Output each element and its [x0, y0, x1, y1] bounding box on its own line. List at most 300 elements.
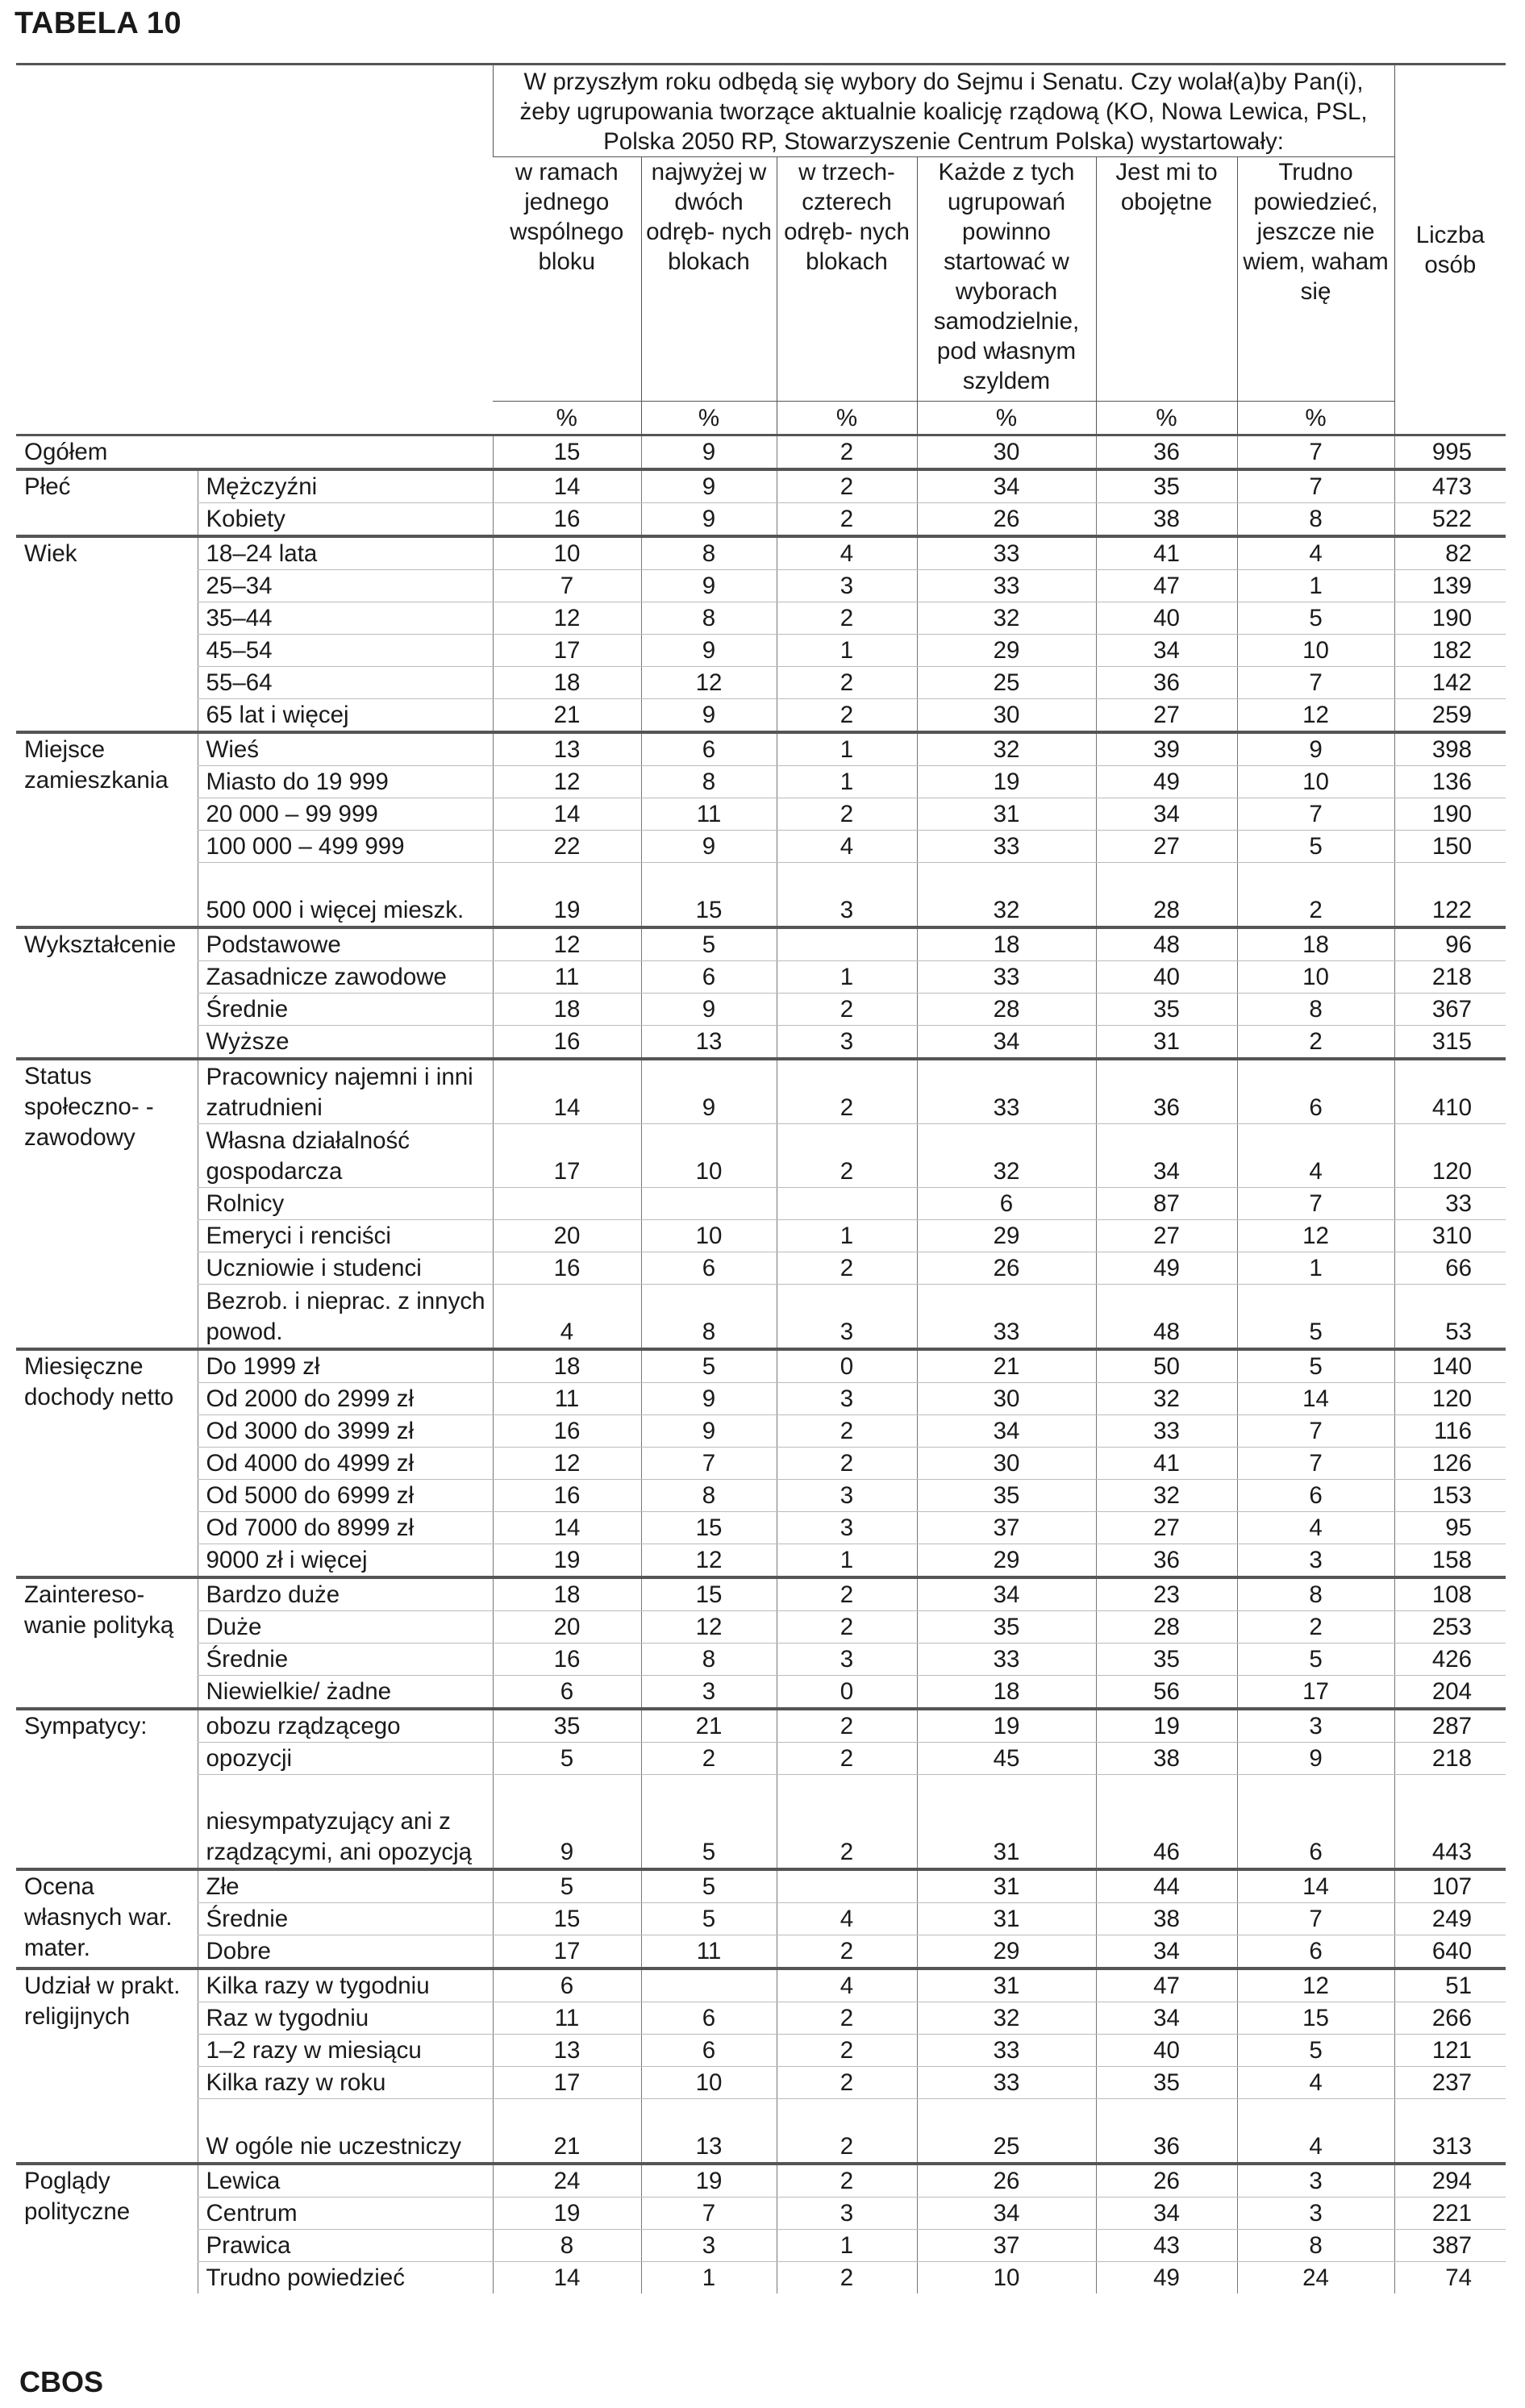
table-row	[16, 2229, 1506, 2261]
value-cell: 20	[493, 1220, 641, 1252]
table-row	[16, 1124, 1506, 1188]
table-row	[16, 1968, 1506, 2002]
value-cell: 47	[1096, 570, 1237, 602]
category-label: Mężczyźni	[198, 469, 493, 503]
value-cell: 35	[1096, 994, 1237, 1026]
category-label: Duże	[198, 1611, 493, 1644]
value-cell: 33	[917, 961, 1096, 994]
group-label: Sympatycy:	[16, 1709, 198, 1869]
value-cell: 21	[493, 2098, 641, 2164]
value-cell: 9	[641, 831, 777, 863]
value-cell: 11	[493, 1383, 641, 1415]
count-cell: 122	[1394, 863, 1506, 928]
value-cell: 9	[641, 699, 777, 733]
value-cell: 17	[1237, 1676, 1394, 1710]
group-label: Wykształcenie	[16, 927, 198, 1059]
category-label: 9000 zł i więcej	[198, 1544, 493, 1578]
table-row	[16, 927, 1506, 961]
value-cell: 9	[641, 635, 777, 667]
value-cell: 2	[777, 1775, 917, 1869]
count-cell: 158	[1394, 1544, 1506, 1578]
count-cell: 218	[1394, 961, 1506, 994]
table-row	[16, 602, 1506, 635]
category-label: Raz w tygodniu	[198, 2002, 493, 2034]
value-cell: 7	[1237, 1448, 1394, 1480]
value-cell: 16	[493, 1252, 641, 1285]
value-cell	[493, 1188, 641, 1220]
value-cell: 3	[777, 570, 917, 602]
table-row-total	[16, 435, 1506, 470]
value-cell: 33	[917, 2066, 1096, 2098]
value-cell: 2	[777, 1059, 917, 1124]
table-row	[16, 863, 1506, 928]
category-label: niesympatyzujący ani z rządzącymi, ani opozycją	[198, 1775, 493, 1869]
category-label: 35–44	[198, 602, 493, 635]
count-cell: 204	[1394, 1676, 1506, 1710]
value-cell: 2	[777, 1415, 917, 1448]
value-cell: 10	[641, 2066, 777, 2098]
category-label: Własna działalność gospodarcza	[198, 1124, 493, 1188]
count-cell: 95	[1394, 1512, 1506, 1544]
value-cell: 1	[777, 1220, 917, 1252]
table-row	[16, 961, 1506, 994]
value-cell: 2	[777, 1935, 917, 1968]
value-cell: 13	[641, 1026, 777, 1060]
group-label: Udział w prakt. religijnych	[16, 1968, 198, 2164]
table-row	[16, 2197, 1506, 2229]
value-cell: 5	[1237, 2034, 1394, 2066]
value-cell: 3	[641, 2229, 777, 2261]
group-label: Miesięczne dochody netto	[16, 1349, 198, 1577]
table-row	[16, 536, 1506, 570]
value-cell: 8	[641, 1644, 777, 1676]
value-cell: 9	[641, 994, 777, 1026]
value-cell: 9	[641, 570, 777, 602]
count-cell: 126	[1394, 1448, 1506, 1480]
value-cell: 38	[1096, 1743, 1237, 1775]
value-cell: 27	[1096, 1220, 1237, 1252]
count-cell: 237	[1394, 2066, 1506, 2098]
value-cell: 10	[1237, 766, 1394, 798]
total-label: Ogółem	[16, 435, 493, 470]
source-logo: CBOS	[19, 2365, 104, 2398]
table-row	[16, 1935, 1506, 1968]
value-cell: 35	[917, 1611, 1096, 1644]
value-cell: 6	[1237, 1935, 1394, 1968]
value-cell: 34	[917, 1026, 1096, 1060]
value-cell: 26	[917, 503, 1096, 537]
value-cell: 4	[777, 1968, 917, 2002]
value-cell: 9	[641, 1383, 777, 1415]
value-cell: 5	[1237, 831, 1394, 863]
value-cell: 29	[917, 1544, 1096, 1578]
value-cell: 2	[777, 1252, 917, 1285]
value-cell: 28	[1096, 1611, 1237, 1644]
value-cell: 7	[1237, 667, 1394, 699]
value-cell: 18	[1237, 927, 1394, 961]
value-cell: 12	[493, 927, 641, 961]
value-cell: 2	[777, 602, 917, 635]
value-cell: 11	[641, 798, 777, 831]
value-cell: 30	[917, 699, 1096, 733]
value-cell: 2	[777, 1124, 917, 1188]
value-cell: 3	[1237, 1544, 1394, 1578]
value-cell: 17	[493, 1124, 641, 1188]
value-cell: 45	[917, 1743, 1096, 1775]
category-label: Uczniowie i studenci	[198, 1252, 493, 1285]
value-cell: 21	[917, 1349, 1096, 1383]
value-cell: 1	[777, 1544, 917, 1578]
value-cell: 5	[641, 927, 777, 961]
table-row	[16, 1775, 1506, 1869]
value-cell: 0	[777, 1349, 917, 1383]
value-cell: 5	[641, 1349, 777, 1383]
percent-unit-label: %	[1096, 402, 1237, 435]
value-cell: 18	[493, 994, 641, 1026]
count-cell: 640	[1394, 1935, 1506, 1968]
value-cell: 18	[493, 1349, 641, 1383]
value-cell: 8	[641, 766, 777, 798]
value-cell: 8	[641, 602, 777, 635]
data-table	[16, 63, 1506, 2293]
category-label: Od 2000 do 2999 zł	[198, 1383, 493, 1415]
value-cell: 12	[1237, 1968, 1394, 2002]
value-cell: 34	[1096, 2197, 1237, 2229]
value-cell: 13	[493, 2034, 641, 2066]
value-cell: 2	[777, 2002, 917, 2034]
value-cell: 27	[1096, 699, 1237, 733]
category-label: Podstawowe	[198, 927, 493, 961]
value-cell: 8	[1237, 503, 1394, 537]
value-cell: 39	[1096, 732, 1237, 766]
value-cell: 12	[493, 1448, 641, 1480]
value-cell: 26	[917, 2164, 1096, 2198]
value-cell: 3	[777, 1512, 917, 1544]
category-label: W ogóle nie uczestniczy	[198, 2098, 493, 2164]
category-label: Zasadnicze zawodowe	[198, 961, 493, 994]
value-cell: 14	[493, 2261, 641, 2293]
value-cell: 12	[641, 1544, 777, 1578]
value-cell: 2	[1237, 863, 1394, 928]
category-label: Kobiety	[198, 503, 493, 537]
table-row	[16, 2164, 1506, 2198]
table-row	[16, 1415, 1506, 1448]
value-cell: 56	[1096, 1676, 1237, 1710]
count-cell: 522	[1394, 503, 1506, 537]
value-cell: 19	[1096, 1709, 1237, 1743]
value-cell: 19	[641, 2164, 777, 2198]
value-cell: 6	[493, 1968, 641, 2002]
table-row	[16, 1902, 1506, 1935]
table-row	[16, 570, 1506, 602]
value-cell: 2	[1237, 1611, 1394, 1644]
value-cell: 40	[1096, 961, 1237, 994]
value-cell: 1	[777, 635, 917, 667]
table-row	[16, 1349, 1506, 1383]
value-cell: 4	[1237, 1512, 1394, 1544]
value-cell: 33	[917, 570, 1096, 602]
value-cell: 36	[1096, 667, 1237, 699]
count-cell: 190	[1394, 798, 1506, 831]
value-cell: 12	[641, 667, 777, 699]
value-cell: 7	[1237, 798, 1394, 831]
value-cell: 47	[1096, 1968, 1237, 2002]
value-cell: 1	[1237, 570, 1394, 602]
value-cell: 6	[641, 1252, 777, 1285]
table-row	[16, 469, 1506, 503]
category-label: Kilka razy w roku	[198, 2066, 493, 2098]
value-cell: 9	[641, 503, 777, 537]
category-label: Od 4000 do 4999 zł	[198, 1448, 493, 1480]
value-cell: 24	[493, 2164, 641, 2198]
category-label: Od 5000 do 6999 zł	[198, 1480, 493, 1512]
category-label: Bardzo duże	[198, 1577, 493, 1611]
value-cell: 14	[1237, 1869, 1394, 1903]
value-cell: 10	[641, 1124, 777, 1188]
category-label: Niewielkie/ żadne	[198, 1676, 493, 1710]
value-cell: 32	[917, 2002, 1096, 2034]
value-cell: 36	[1096, 1059, 1237, 1124]
category-label: 18–24 lata	[198, 536, 493, 570]
value-cell: 30	[917, 435, 1096, 470]
value-cell: 2	[777, 1611, 917, 1644]
value-cell: 5	[1237, 1644, 1394, 1676]
count-cell: 410	[1394, 1059, 1506, 1124]
value-cell: 3	[777, 1480, 917, 1512]
value-cell: 13	[493, 732, 641, 766]
value-cell: 1	[777, 961, 917, 994]
value-cell: 33	[917, 536, 1096, 570]
value-cell: 3	[777, 2197, 917, 2229]
value-cell: 2	[777, 2098, 917, 2164]
value-cell: 50	[1096, 1349, 1237, 1383]
value-cell	[777, 1188, 917, 1220]
value-cell: 27	[1096, 831, 1237, 863]
value-cell: 48	[1096, 1285, 1237, 1350]
group-label: Miejsce zamieszkania	[16, 732, 198, 927]
value-cell: 19	[493, 2197, 641, 2229]
value-cell: 8	[1237, 994, 1394, 1026]
category-label: Pracownicy najemni i inni zatrudnieni	[198, 1059, 493, 1124]
value-cell: 6	[917, 1188, 1096, 1220]
value-cell: 31	[917, 1869, 1096, 1903]
category-label: obozu rządzącego	[198, 1709, 493, 1743]
table-row	[16, 1869, 1506, 1903]
value-cell	[777, 927, 917, 961]
category-label: Od 7000 do 8999 zł	[198, 1512, 493, 1544]
value-cell: 32	[917, 602, 1096, 635]
count-cell: 310	[1394, 1220, 1506, 1252]
value-cell: 14	[1237, 1383, 1394, 1415]
value-cell: 34	[1096, 635, 1237, 667]
value-cell: 2	[777, 469, 917, 503]
value-cell: 15	[493, 1902, 641, 1935]
value-cell: 33	[917, 1285, 1096, 1350]
value-cell: 6	[641, 732, 777, 766]
table-row	[16, 766, 1506, 798]
column-header-3: w trzech- czterech odręb- nych blokach	[777, 157, 917, 402]
value-cell: 2	[777, 503, 917, 537]
value-cell: 15	[1237, 2002, 1394, 2034]
value-cell: 3	[777, 1644, 917, 1676]
value-cell: 18	[493, 667, 641, 699]
category-label: Trudno powiedzieć	[198, 2261, 493, 2293]
count-cell: 473	[1394, 469, 1506, 503]
column-header-2: najwyżej w dwóch odręb- nych blokach	[641, 157, 777, 402]
percent-unit-label: %	[641, 402, 777, 435]
count-cell: 387	[1394, 2229, 1506, 2261]
category-label: Do 1999 zł	[198, 1349, 493, 1383]
value-cell: 9	[1237, 1743, 1394, 1775]
value-cell: 49	[1096, 2261, 1237, 2293]
count-cell: 96	[1394, 927, 1506, 961]
value-cell: 15	[493, 435, 641, 470]
table-row	[16, 1059, 1506, 1124]
table-row	[16, 503, 1506, 537]
value-cell: 6	[1237, 1775, 1394, 1869]
value-cell: 4	[1237, 2098, 1394, 2164]
value-cell: 15	[641, 863, 777, 928]
table-row	[16, 2098, 1506, 2164]
value-cell: 31	[917, 798, 1096, 831]
value-cell: 24	[1237, 2261, 1394, 2293]
table-row	[16, 798, 1506, 831]
table-row	[16, 1644, 1506, 1676]
value-cell: 36	[1096, 435, 1237, 470]
value-cell: 34	[1096, 2002, 1237, 2034]
value-cell: 6	[493, 1676, 641, 1710]
table-row	[16, 1544, 1506, 1578]
value-cell: 6	[641, 961, 777, 994]
value-cell: 28	[917, 994, 1096, 1026]
value-cell: 31	[917, 1902, 1096, 1935]
value-cell: 34	[1096, 1124, 1237, 1188]
count-cell: 426	[1394, 1644, 1506, 1676]
count-cell: 259	[1394, 699, 1506, 733]
value-cell: 2	[777, 1709, 917, 1743]
value-cell: 18	[917, 927, 1096, 961]
value-cell: 41	[1096, 1448, 1237, 1480]
table-row	[16, 1252, 1506, 1285]
count-cell: 153	[1394, 1480, 1506, 1512]
value-cell: 4	[1237, 2066, 1394, 2098]
table-row	[16, 1577, 1506, 1611]
value-cell: 25	[917, 2098, 1096, 2164]
table-row	[16, 1188, 1506, 1220]
value-cell: 9	[641, 435, 777, 470]
column-header-4: Każde z tych ugrupowań powinno startować w wyborach samodzielnie, pod własnym szyldem	[917, 157, 1096, 402]
value-cell: 6	[641, 2034, 777, 2066]
count-cell: 142	[1394, 667, 1506, 699]
value-cell: 34	[917, 2197, 1096, 2229]
value-cell: 20	[493, 1611, 641, 1644]
count-cell: 190	[1394, 602, 1506, 635]
table-row	[16, 1676, 1506, 1710]
value-cell: 16	[493, 1026, 641, 1060]
value-cell: 27	[1096, 1512, 1237, 1544]
value-cell: 9	[1237, 732, 1394, 766]
value-cell: 34	[917, 1577, 1096, 1611]
value-cell: 10	[641, 1220, 777, 1252]
value-cell: 33	[917, 1644, 1096, 1676]
value-cell: 19	[917, 1709, 1096, 1743]
category-label: Bezrob. i nieprac. z innych powod.	[198, 1285, 493, 1350]
value-cell: 0	[777, 1676, 917, 1710]
count-cell: 66	[1394, 1252, 1506, 1285]
count-cell: 120	[1394, 1124, 1506, 1188]
group-label: Poglądy polityczne	[16, 2164, 198, 2293]
value-cell: 3	[777, 863, 917, 928]
value-cell: 38	[1096, 503, 1237, 537]
value-cell: 16	[493, 1480, 641, 1512]
value-cell: 3	[1237, 2164, 1394, 2198]
value-cell: 2	[777, 2164, 917, 2198]
value-cell: 8	[1237, 1577, 1394, 1611]
category-label: 55–64	[198, 667, 493, 699]
value-cell: 21	[641, 1709, 777, 1743]
count-cell: 53	[1394, 1285, 1506, 1350]
value-cell: 12	[1237, 699, 1394, 733]
count-cell: 140	[1394, 1349, 1506, 1383]
value-cell: 34	[1096, 1935, 1237, 1968]
value-cell: 7	[641, 2197, 777, 2229]
table-row	[16, 1285, 1506, 1350]
count-cell: 116	[1394, 1415, 1506, 1448]
value-cell: 48	[1096, 927, 1237, 961]
value-cell: 2	[777, 798, 917, 831]
value-cell: 22	[493, 831, 641, 863]
category-label: Średnie	[198, 1644, 493, 1676]
value-cell: 11	[493, 961, 641, 994]
value-cell: 11	[641, 1935, 777, 1968]
category-label: Wyższe	[198, 1026, 493, 1060]
value-cell: 7	[1237, 1902, 1394, 1935]
category-label: Dobre	[198, 1935, 493, 1968]
table-row	[16, 994, 1506, 1026]
count-cell: 249	[1394, 1902, 1506, 1935]
group-label: Płeć	[16, 469, 198, 536]
value-cell: 19	[493, 863, 641, 928]
value-cell: 2	[777, 1743, 917, 1775]
value-cell: 10	[1237, 635, 1394, 667]
count-cell: 150	[1394, 831, 1506, 863]
value-cell: 2	[777, 2066, 917, 2098]
value-cell: 12	[493, 602, 641, 635]
count-cell: 443	[1394, 1775, 1506, 1869]
value-cell: 46	[1096, 1775, 1237, 1869]
value-cell: 2	[777, 699, 917, 733]
value-cell: 14	[493, 1059, 641, 1124]
value-cell: 33	[917, 1059, 1096, 1124]
table-row	[16, 1480, 1506, 1512]
value-cell: 4	[493, 1285, 641, 1350]
value-cell: 30	[917, 1383, 1096, 1415]
value-cell: 7	[641, 1448, 777, 1480]
value-cell: 2	[777, 667, 917, 699]
value-cell: 7	[1237, 1188, 1394, 1220]
percent-unit-label: %	[1237, 402, 1394, 435]
value-cell: 44	[1096, 1869, 1237, 1903]
value-cell: 19	[917, 766, 1096, 798]
value-cell: 1	[641, 2261, 777, 2293]
category-label: 100 000 – 499 999	[198, 831, 493, 863]
value-cell: 17	[493, 1935, 641, 1968]
value-cell: 19	[493, 1544, 641, 1578]
value-cell: 35	[1096, 2066, 1237, 2098]
value-cell: 34	[917, 469, 1096, 503]
value-cell: 1	[777, 2229, 917, 2261]
value-cell: 7	[1237, 1415, 1394, 1448]
